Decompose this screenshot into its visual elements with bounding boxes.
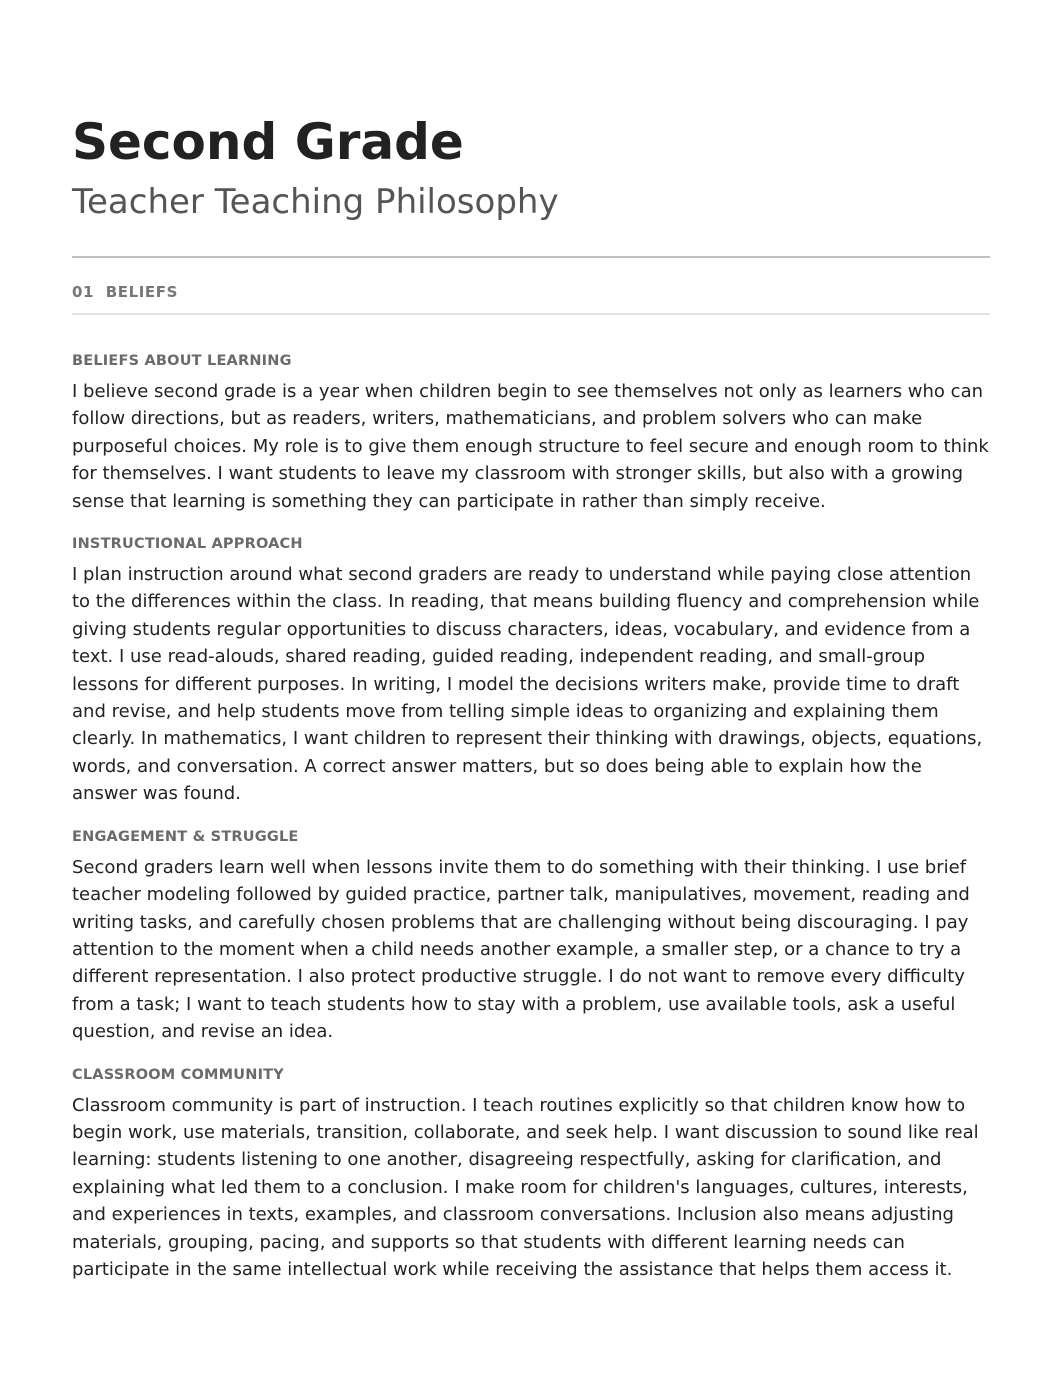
title-divider [72,256,990,258]
block-heading: BELIEFS ABOUT LEARNING [72,353,292,369]
block-paragraph: I believe second grade is a year when children begin to see themselves not only as learners who can follow directions, but as readers, writers, mathematicians, and problem solvers who can make purposeful choices. My role is to give them enough structure to feel secure and enough room to think for themselves. I want students to leave my classroom with stronger skills, but also with a growing sense that learning is something they can participate in rather than simply receive. [72,381,989,512]
block-paragraph: Classroom community is part of instruction. I teach routines explicitly so that children know how to begin work, use materials, transition, collaborate, and seek help. I want discussion to sound like real learning: students listening to one another, disagreeing respectfully, asking for clarification, and explaining what led them to a conclusion. I make room for children's languages, cultures, interests, and experiences in texts, examples, and classroom conversations. Inclusion also means adjusting materials, grouping, pacing, and supports so that students with different learning needs can participate in the same intellectual work while receiving the assistance that helps them access it. [72,1094,979,1280]
block-heading: ENGAGEMENT & STRUGGLE [72,828,299,845]
content-block-classroom-community [72,1064,990,1284]
section-label: 01 BELIEFS [72,283,179,301]
block-paragraph: I plan instruction around what second graders are ready to understand while paying close attention to the differences within the class. In reading, that means building fluency and comprehension while giving students regular opportunities to discuss characters, ideas, vocabulary, and evidence from a text. I use read-alouds, shared reading, guided reading, independent reading, and small-group lessons for different purposes. In writing, I model the decisions writers make, provide time to draft and revise, and help students move from telling simple ideas to organizing and explaining them clearly. In mathematics, I want children to represent their thinking with drawings, objects, equations, words, and conversation. A correct answer matters, but so does being able to explain how the answer was found. [72,564,983,805]
content-block-engagement-struggle [72,826,990,1046]
content-block-beliefs-about-learning [72,350,990,515]
block-paragraph: Second graders learn well when lessons invite them to do something with their thinking. I use brief teacher modeling followed by guided practice, partner talk, manipulatives, movement, reading and writing tasks, and carefully chosen problems that are challenging without being discouraging. I pay attention to the moment when a child needs another example, a smaller step, or a chance to try a different representation. I also protect productive struggle. I do not want to remove every difficulty from a task; I want to teach students how to stay with a problem, use available tools, ask a useful question, and revise an idea. [72,856,970,1043]
section-divider [72,313,990,315]
section-content [72,350,990,1301]
block-heading: CLASSROOM COMMUNITY [72,1066,284,1083]
document-title: Second Grade [72,113,464,171]
document-subtitle: Teacher Teaching Philosophy [72,182,559,222]
block-heading: INSTRUCTIONAL APPROACH [72,536,303,553]
content-block-instructional-approach [72,533,990,808]
